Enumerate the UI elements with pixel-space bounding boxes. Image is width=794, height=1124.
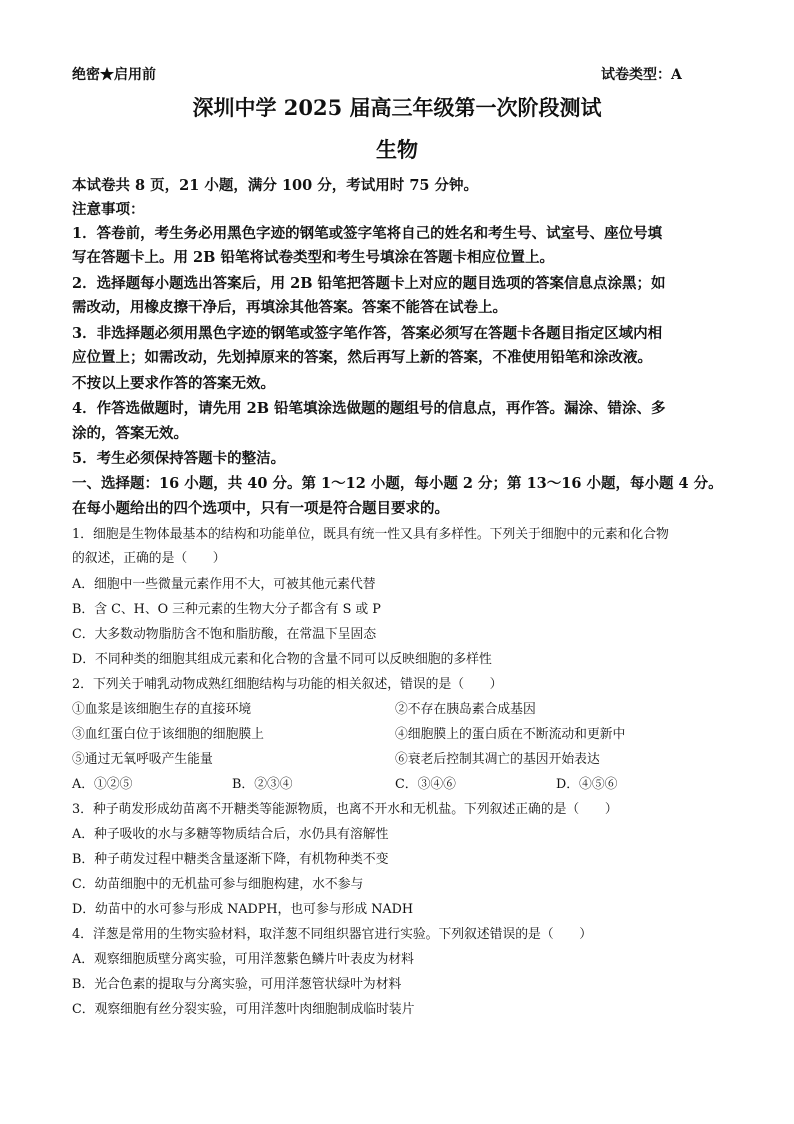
question-2-stem: 2．下列关于哺乳动物成熟红细胞结构与功能的相关叙述，错误的是（ ） — [72, 677, 503, 692]
section-heading: 一、选择题：16 小题，共 40 分。第 1～12 小题，每小题 2 分；第 13～16 小题，每小题 4 分。 — [72, 475, 723, 492]
question-2-item: ④细胞膜上的蛋白质在不断流动和更新中 — [395, 727, 626, 742]
question-2-item: ①血浆是该细胞生存的直接环境 — [72, 702, 252, 717]
subject-title: 生物 — [376, 137, 418, 162]
note-line: 5．考生必须保持答题卡的整洁。 — [72, 450, 286, 467]
question-2-option-a: A．①②⑤ — [72, 777, 133, 792]
exam-intro: 本试卷共 8 页，21 小题，满分 100 分，考试用时 75 分钟。 — [72, 177, 479, 194]
exam-title: 深圳中学 2025 届高三年级第一次阶段测试 — [192, 95, 602, 120]
question-1-stem: 的叙述，正确的是（ ） — [72, 551, 226, 566]
confidential-label: 绝密★启用前 — [72, 67, 156, 83]
note-line: 4．作答选做题时，请先用 2B 铅笔填涂选做题的题组号的信息点，再作答。漏涂、错涂、多 — [72, 400, 666, 417]
question-4-option-c: C．观察细胞有丝分裂实验，可用洋葱叶肉细胞制成临时装片 — [72, 1002, 415, 1017]
note-line: 涂的，答案无效。 — [72, 425, 188, 442]
question-2-option-d: D．④⑤⑥ — [556, 777, 618, 792]
note-line: 不按以上要求作答的答案无效。 — [72, 375, 275, 392]
question-2-option-b: B．②③④ — [232, 777, 293, 792]
question-4-option-b: B．光合色素的提取与分离实验，可用洋葱管状绿叶为材料 — [72, 977, 402, 992]
note-line: 1．答卷前，考生务必用黑色字迹的钢笔或签字笔将自己的姓名和考生号、试室号、座位号填 — [72, 225, 663, 242]
question-3-stem: 3．种子萌发形成幼苗离不开糖类等能源物质，也离不开水和无机盐。下列叙述正确的是（ ） — [72, 802, 618, 817]
note-line: 写在答题卡上。用 2B 铅笔将试卷类型和考生号填涂在答题卡相应位置上。 — [72, 249, 554, 266]
question-1-option-d: D．不同种类的细胞其组成元素和化合物的含量不同可以反映细胞的多样性 — [72, 652, 492, 667]
note-line: 3．非选择题必须用黑色字迹的钢笔或签字笔作答，答案必须写在答题卡各题目指定区域内相 — [72, 325, 663, 342]
question-2-item: ⑥衰老后控制其凋亡的基因开始表达 — [395, 752, 600, 767]
question-2-item: ②不存在胰岛素合成基因 — [395, 702, 536, 717]
question-1-stem: 1．细胞是生物体最基本的结构和功能单位，既具有统一性又具有多样性。下列关于细胞中的元素和化合物 — [72, 527, 669, 542]
question-3-option-d: D．幼苗中的水可参与形成 NADPH，也可参与形成 NADH — [72, 902, 414, 917]
note-line: 应位置上；如需改动，先划掉原来的答案，然后再写上新的答案，不准使用铅笔和涂改液。 — [72, 349, 652, 366]
section-heading: 在每小题给出的四个选项中，只有一项是符合题目要求的。 — [72, 500, 449, 517]
question-3-option-c: C．幼苗细胞中的无机盐可参与细胞构建，水不参与 — [72, 877, 364, 892]
question-3-option-b: B．种子萌发过程中糖类含量逐渐下降，有机物种类不变 — [72, 852, 389, 867]
notes-heading: 注意事项： — [72, 201, 145, 218]
question-4-stem: 4．洋葱是常用的生物实验材料，取洋葱不同组织器官进行实验。下列叙述错误的是（ ） — [72, 927, 593, 942]
note-line: 需改动，用橡皮擦干净后，再填涂其他答案。答案不能答在试卷上。 — [72, 299, 507, 316]
question-4-option-a: A．观察细胞质壁分离实验，可用洋葱紫色鳞片叶表皮为材料 — [72, 952, 414, 967]
paper-type-label: 试卷类型：A — [601, 67, 682, 83]
question-1-option-c: C．大多数动物脂肪含不饱和脂肪酸，在常温下呈固态 — [72, 627, 377, 642]
question-2-option-c: C．③④⑥ — [395, 777, 456, 792]
question-1-option-b: B．含 C、H、O 三种元素的生物大分子都含有 S 或 P — [72, 602, 381, 617]
question-3-option-a: A．种子吸收的水与多糖等物质结合后，水仍具有溶解性 — [72, 827, 389, 842]
question-2-item: ⑤通过无氧呼吸产生能量 — [72, 752, 213, 767]
question-2-item: ③血红蛋白位于该细胞的细胞膜上 — [72, 727, 264, 742]
question-1-option-a: A．细胞中一些微量元素作用不大，可被其他元素代替 — [72, 577, 376, 592]
note-line: 2．选择题每小题选出答案后，用 2B 铅笔把答题卡上对应的题目选项的答案信息点涂黑；如 — [72, 275, 666, 292]
